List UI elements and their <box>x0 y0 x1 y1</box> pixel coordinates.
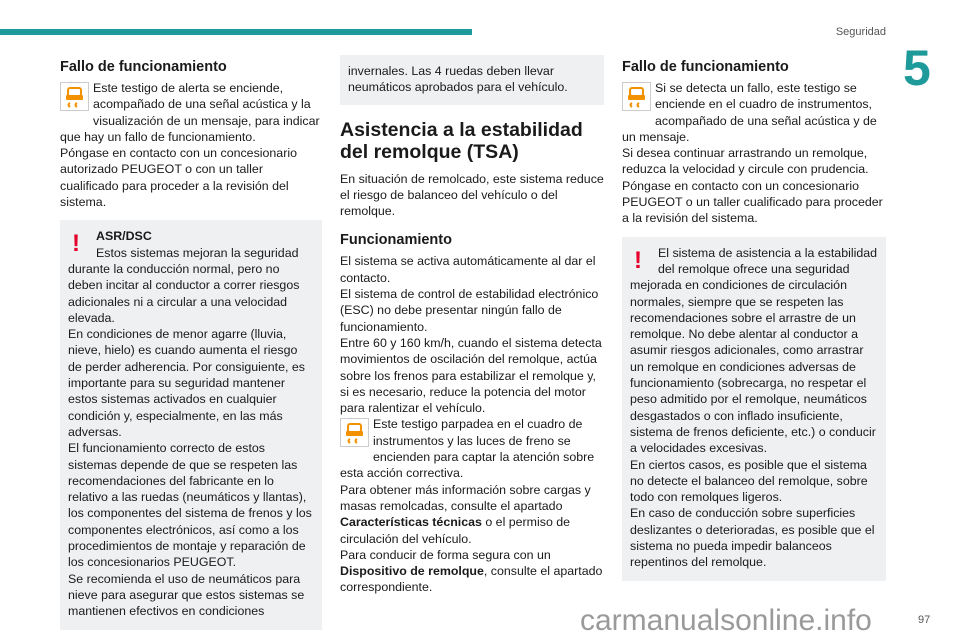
paragraph: En situación de remolcado, este sistema reduce el riesgo de balanceo del vehículo o del remolque. <box>340 171 604 219</box>
paragraph: El sistema se activa automáticamente al dar el contacto. <box>340 254 596 285</box>
paragraph: El sistema de asistencia a la estabilidad del remolque ofrece una seguridad mejorada en condiciones de circulación normales, siempre que se respeten las recomendaciones sobre el arrastre de un remolque. No debe alentar al conductor a asumir riesgos adicionales, como arrastrar un remolque en condiciones adversas de funcionamiento (sobrecarga, no respetar el peso admitido por el remolque, neumáticos desgastados o con inflado insuficiente, sistema de frenos deficiente, etc.) o conducir a velocidades excesivas. <box>630 245 878 456</box>
text: , consulte el apartado correspondiente. <box>340 564 603 595</box>
paragraph: Si se detecta un fallo, este testigo se enciende en el cuadro de instrumentos, acompañado de una señal acústica y de un mensaje. <box>622 81 877 144</box>
watermark: carmanualsonline.info <box>580 604 872 637</box>
heading-malfunction: Fallo de funcionamiento <box>622 59 789 75</box>
paragraph: Este testigo de alerta se enciende, acompañado de una señal acústica y la visualización de un mensaje, para indicar que hay un fallo de funcionamiento. <box>60 81 320 144</box>
text: Para conducir de forma segura con un <box>340 547 551 562</box>
paragraph: Estos sistemas mejoran la seguridad durante la conducción normal, pero no deben incitar al conductor a correr riesgos adicionales ni a circular a una velocidad elevada. <box>68 245 300 325</box>
right-column <box>622 58 886 581</box>
esc-warning-lamp-icon <box>340 418 369 447</box>
paragraph <box>340 482 604 547</box>
left-column <box>60 58 322 630</box>
warning-note <box>60 220 322 629</box>
paragraph: Entre 60 y 160 km/h, cuando el sistema detecta movimientos de oscilación del remolque, actúa sobre los frenos para estabilizar el remolque y, si es necesario, reduce la potencia del motor para ralentizar el vehículo. <box>340 335 602 416</box>
section-title: Seguridad <box>835 26 886 38</box>
exclamation-icon: ! <box>72 230 80 258</box>
paragraph: En caso de conducción sobre superficies deslizantes o deterioradas, es posible que el sistema no pueda impedir balanceos repentinos del remolque. <box>630 506 875 570</box>
text: o el permiso de circulación del vehículo. <box>340 515 571 546</box>
paragraph: En condiciones de menor agarre (lluvia, nieve, hielo) es cuando aumenta el riesgo de perder adherencia. Por consiguiente, es importante para su seguridad mantener estos sistemas activados en cualquier condición y, especialmente, en las más adversas. <box>68 327 305 439</box>
link-towing-device: Dispositivo de remolque <box>340 564 484 579</box>
heading-tsa: Asistencia a la estabilidad del remolque (TSA) <box>340 118 583 163</box>
heading-malfunction: Fallo de funcionamiento <box>60 59 227 75</box>
esc-warning-lamp-icon <box>622 82 651 111</box>
paragraph: Póngase en contacto con un concesionario autorizado PEUGEOT o con un taller cualificado para proceder a la revisión del sistema. <box>60 146 297 210</box>
header-accent-bar <box>0 29 472 35</box>
middle-column <box>340 55 604 596</box>
exclamation-icon: ! <box>634 246 642 274</box>
paragraph: El funcionamiento correcto de estos sistemas depende de que se respeten las recomendaciones del fabricante en lo relativo a las ruedas (neumáticos y llantas), los componentes del sistema de frenos y los componentes electrónicos, así como a los procedimientos de montaje y reparación de los concesionarios PEUGEOT. <box>68 441 312 570</box>
paragraph <box>340 547 604 596</box>
text: Para obtener más información sobre cargas y masas remolcadas, consulte el apartado <box>340 482 591 513</box>
paragraph: Se recomienda el uso de neumáticos para nieve para asegurar que estos sistemas se mantienen efectivos en condiciones <box>68 571 305 619</box>
note-title: ASR/DSC <box>96 229 152 244</box>
paragraph: El sistema de control de estabilidad electrónico (ESC) no debe presentar ningún fallo de funcionamiento. <box>340 287 599 334</box>
paragraph: En ciertos casos, es posible que el sistema no detecte el balanceo del remolque, sobre todo con remolques ligeros. <box>630 457 868 505</box>
page-number: 97 <box>918 614 931 626</box>
paragraph: Este testigo parpadea en el cuadro de instrumentos y las luces de freno se encienden para captar la atención sobre esta acción correctiva. <box>340 417 595 481</box>
heading-operation: Funcionamiento <box>340 232 452 249</box>
esc-warning-lamp-icon <box>60 82 89 111</box>
chapter-number: 5 <box>903 40 931 96</box>
paragraph: invernales. Las 4 ruedas deben llevar neumáticos aprobados para el vehículo. <box>348 64 568 95</box>
link-technical-specs: Características técnicas <box>340 515 482 530</box>
paragraph: Póngase en contacto con un concesionario PEUGEOT o un taller cualificado para proceder a la revisión del sistema. <box>622 178 883 226</box>
warning-note <box>622 237 886 581</box>
warning-note-continued <box>340 55 604 105</box>
paragraph: Si desea continuar arrastrando un remolque, reduzca la velocidad y circule con prudencia. <box>622 146 869 177</box>
